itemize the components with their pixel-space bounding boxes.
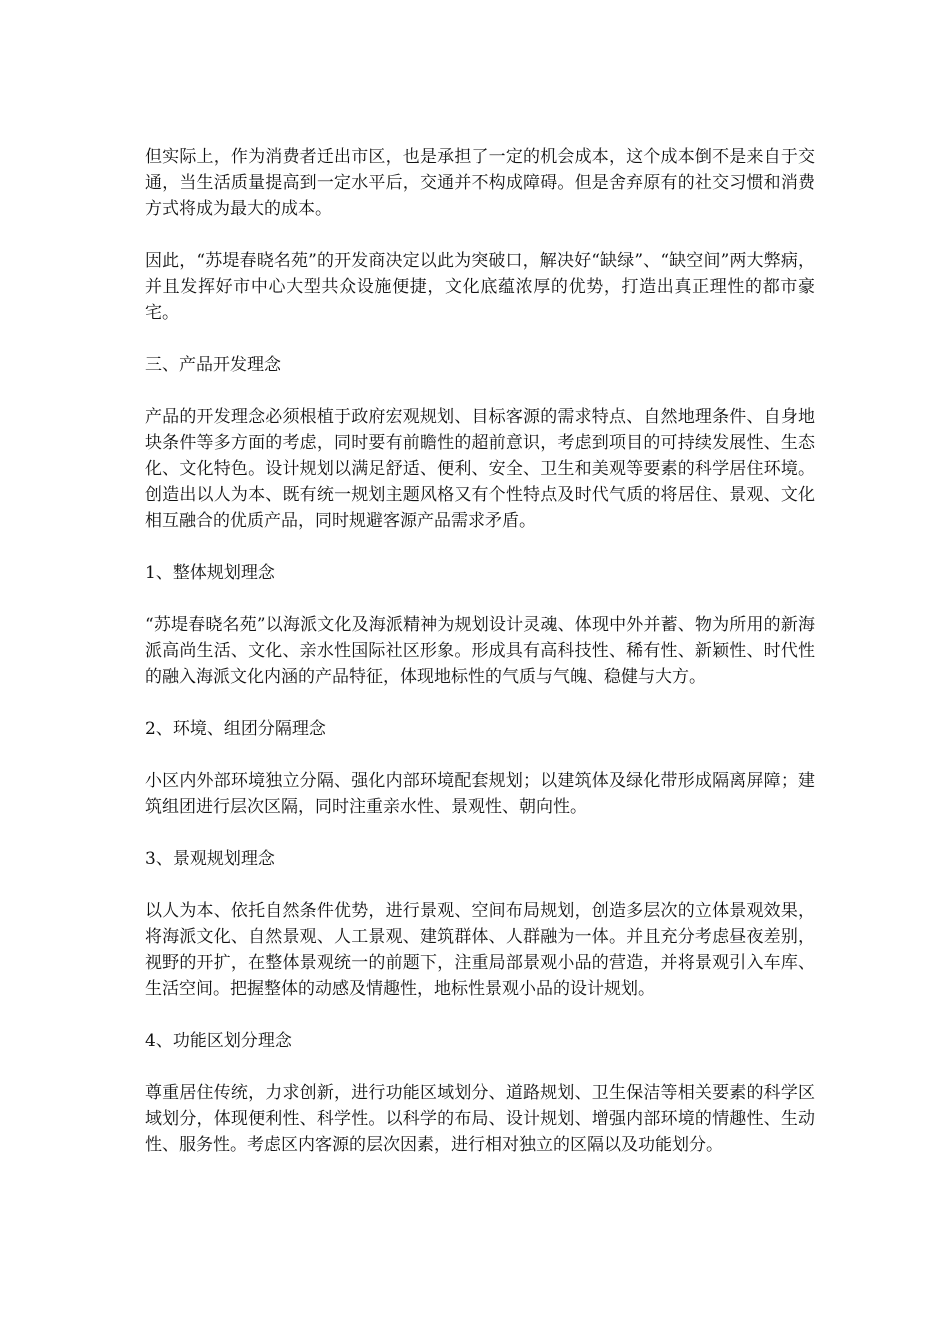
paragraph-developer-decision: 因此，“苏堤春晓名苑”的开发商决定以此为突破口，解决好“缺绿”、“缺空间”两大弊病，并且发挥好市中心大型共众设施便捷，文化底蕴浓厚的优势，打造出真正理性的都市豪宅。 xyxy=(145,251,815,323)
paragraph-opportunity-cost: 但实际上，作为消费者迁出市区，也是承担了一定的机会成本，这个成本倒不是来自于交通，当生活质量提高到一定水平后，交通并不构成障碍。但是舍弃原有的社交习惯和消费方式将成为最大的成本。 xyxy=(145,147,815,219)
subheading-landscape-planning: 3、景观规划理念 xyxy=(145,849,275,869)
paragraph-landscape-planning: 以人为本、依托自然条件优势，进行景观、空间布局规划，创造多层次的立体景观效果，将海派文化、自然景观、人工景观、建筑群体、人群融为一体。并且充分考虑昼夜差别，视野的开扩，在整体景观统一的前题下，注重局部景观小品的营造，并将景观引入车库、生活空间。把握整体的动感及情趣性，地标性景观小品的设计规划。 xyxy=(145,901,815,999)
document-page xyxy=(145,144,815,1184)
subheading-functional-zoning: 4、功能区划分理念 xyxy=(145,1031,292,1051)
paragraph-overall-planning: “苏堤春晓名苑”以海派文化及海派精神为规划设计灵魂、体现中外并蓄、物为所用的新海派高尚生活、文化、亲水性国际社区形象。形成具有高科技性、稀有性、新颖性、时代性的融入海派文化内涵的产品特征，体现地标性的气质与气魄、稳健与大方。 xyxy=(145,615,815,687)
paragraph-product-concept: 产品的开发理念必须根植于政府宏观规划、目标客源的需求特点、自然地理条件、自身地块条件等多方面的考虑，同时要有前瞻性的超前意识，考虑到项目的可持续发展性、生态化、文化特色。设计规划以满足舒适、便利、安全、卫生和美观等要素的科学居住环境。创造出以人为本、既有统一规划主题风格又有个性特点及时代气质的将居住、景观、文化相互融合的优质产品，同时规避客源产品需求矛盾。 xyxy=(145,407,815,531)
paragraph-environment-separation: 小区内外部环境独立分隔、强化内部环境配套规划；以建筑体及绿化带形成隔离屏障；建筑组团进行层次区隔，同时注重亲水性、景观性、朝向性。 xyxy=(145,771,815,817)
subheading-environment-separation: 2、环境、组团分隔理念 xyxy=(145,719,326,739)
section-heading-product-concept: 三、产品开发理念 xyxy=(145,355,281,375)
subheading-overall-planning: 1、整体规划理念 xyxy=(145,563,275,583)
paragraph-functional-zoning: 尊重居住传统，力求创新，进行功能区域划分、道路规划、卫生保洁等相关要素的科学区域划分，体现便利性、科学性。以科学的布局、设计规划、增强内部环境的情趣性、生动性、服务性。考虑区内客源的层次因素，进行相对独立的区隔以及功能划分。 xyxy=(145,1083,815,1155)
